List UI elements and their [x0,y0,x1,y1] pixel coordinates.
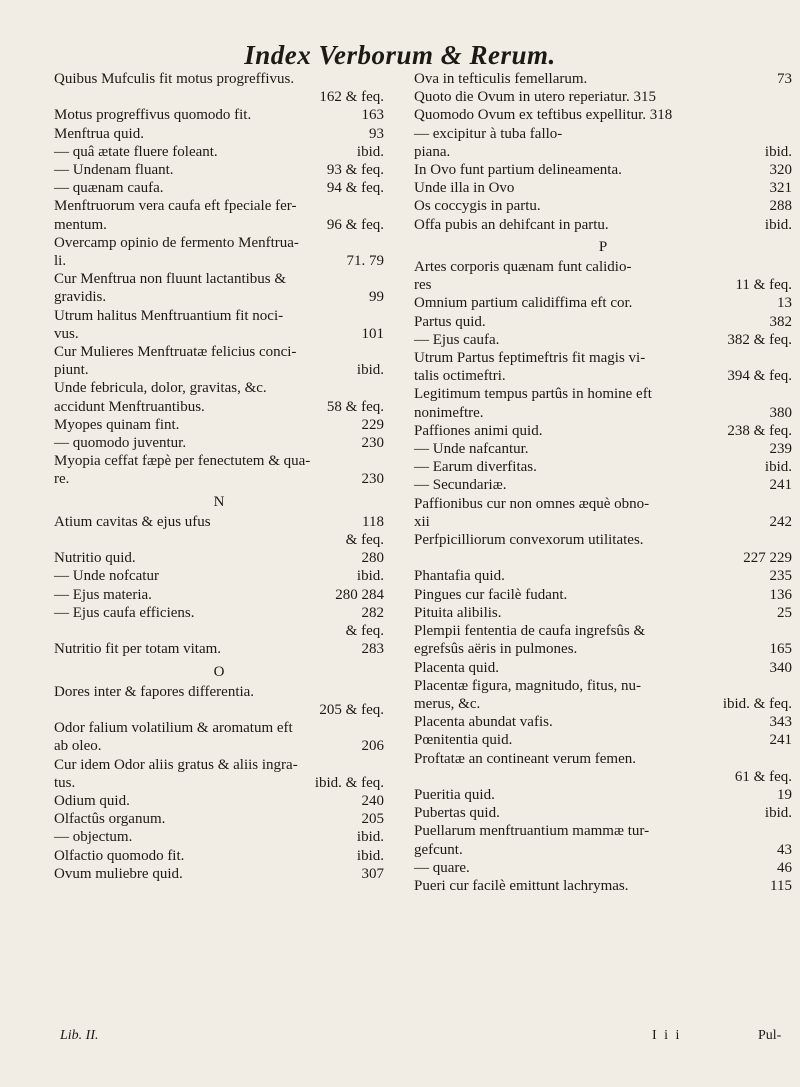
entry-text: Os coccygis in partu. [414,198,541,215]
entry-text: Utrum halitus Menftruantium fit noci- [54,307,284,324]
entry-text: Olfactûs organum. [54,811,166,828]
entry-text: — excipitur à tuba fallo- [414,125,563,142]
entry-text: Unde febricula, dolor, gravitas, &c. [54,380,267,397]
index-entry [54,737,384,755]
entry-text: Utrum Partus feptimeftris fit magis vi- [414,350,646,367]
index-entry [414,677,792,695]
index-entry [414,604,792,622]
index-entry [54,179,384,197]
entry-text: piunt. [54,362,89,379]
entry-page: 71. 79 [346,253,384,270]
index-entry [54,470,384,488]
entry-page: 230 [361,471,384,488]
entry-text: Placenta quid. [414,659,499,676]
index-entry [54,622,384,640]
index-entry [54,361,384,379]
index-entry [414,750,792,768]
entry-text: gravidis. [54,289,107,306]
index-entry [414,495,792,513]
index-entry [54,416,384,434]
entry-page: 162 & feq. [319,89,384,106]
entry-page: 239 [769,441,792,458]
page-title: Index Verborum & Rerum. [244,40,556,70]
index-entry [54,810,384,828]
index-entry [414,567,792,585]
entry-text: Ovum muliebre quid. [54,865,183,882]
entry-text: accidunt Menftruantibus. [54,398,205,415]
entry-text: Paffiones animi quid. [414,422,543,439]
entry-page: 240 [361,792,384,809]
index-entry [414,859,792,877]
entry-text: — quænam caufa. [54,180,164,197]
index-entry [54,683,384,701]
index-entry [414,276,792,294]
index-entry [54,531,384,549]
entry-text: Pueri cur facilè emittunt lachrymas. [414,877,629,894]
entry-text: Pueritia quid. [414,786,495,803]
index-entry [414,513,792,531]
entry-text: Partus quid. [414,313,486,330]
index-entry [414,422,792,440]
index-entry [54,792,384,810]
entry-text: Atium cavitas & ejus ufus [54,513,211,530]
entry-page: 165 [769,641,792,658]
index-entry [414,713,792,731]
entry-text: Unde illa in Ovo [414,180,515,197]
entry-text: Pingues cur facilè fudant. [414,586,568,603]
entry-text: Cur Mulieres Menftruatæ felicius conci- [54,344,297,361]
entry-page: 238 & feq. [727,422,792,439]
index-entry [414,197,792,215]
entry-page: & feq. [345,532,384,549]
index-entry [414,476,792,494]
index-entry [414,143,792,161]
entry-text: Offa pubis an dehifcant in partu. [414,216,609,233]
index-entry [414,88,792,106]
entry-page: 288 [769,198,792,215]
entry-text: — quâ ætate fluere foleant. [54,143,218,160]
index-entry [54,343,384,361]
entry-page: 25 [777,604,792,621]
section-letter: P [598,238,608,255]
entry-page: ibid. & feq. [314,774,384,791]
entry-page: & feq. [345,623,384,640]
entry-page: 96 & feq. [326,216,384,233]
entry-text: merus, &c. [414,695,481,712]
index-entry [414,70,792,88]
entry-text: ab oleo. [54,738,102,755]
entry-page: 280 284 [335,586,384,603]
entry-text: — objectum. [54,829,133,846]
index-entry [414,768,792,786]
entry-page: 320 [769,162,792,179]
left-column [54,70,384,883]
entry-page: 13 [777,295,792,312]
entry-text: talis octimeftri. [414,368,506,385]
entry-page: 118 [362,513,384,530]
entry-page: 19 [777,786,792,803]
entry-text: — Ejus caufa. [414,331,500,348]
entry-page: ibid. [764,459,792,476]
entry-page: 241 [769,732,792,749]
index-entry [54,756,384,774]
index-entry [54,216,384,234]
entry-text: Placentæ figura, magnitudo, fitus, nu- [414,677,642,694]
entry-text: — Undenam fluant. [54,162,174,179]
index-entry [54,125,384,143]
entry-text: egrefsûs aëris in pulmones. [414,641,578,658]
entry-page: ibid. [356,568,384,585]
entry-text: Nutritio fit per totam vitam. [54,641,222,658]
index-entry [414,440,792,458]
index-entry [54,161,384,179]
entry-text: — quare. [414,859,470,876]
index-entry [54,865,384,883]
entry-text: gefcunt. [414,841,463,858]
entry-page: 99 [369,289,384,306]
entry-page: 235 [769,568,792,585]
index-entry [414,313,792,331]
entry-page: 93 & feq. [326,162,384,179]
entry-text: — Ejus caufa efficiens. [54,604,195,621]
right-column [414,70,792,895]
index-entry [54,513,384,531]
index-entry [54,252,384,270]
entry-page: 101 [361,325,384,342]
entry-page: 205 & feq. [319,701,384,718]
entry-page: 283 [361,641,384,658]
entry-page: ibid. [764,805,792,822]
index-entry [414,349,792,367]
entry-page: 282 [361,604,384,621]
index-entry [54,307,384,325]
index-entry [414,458,792,476]
entry-page: 73 [777,71,792,87]
entry-text: Menftruorum vera caufa eft fpeciale fer- [54,198,297,215]
index-entry [54,106,384,124]
entry-page: 307 [361,865,384,882]
section-letter: O [213,663,225,680]
index-entry [54,604,384,622]
entry-page: 93 [369,125,384,142]
entry-text: Olfactio quomodo fit. [54,847,185,864]
entry-page: 206 [361,738,384,755]
signature-mark: I i i [652,1028,682,1043]
index-entry [54,379,384,397]
entry-text: — Secundariæ. [414,477,507,494]
index-entry [54,549,384,567]
entry-page: 61 & feq. [734,768,792,785]
entry-page: 11 & feq. [735,277,792,294]
entry-text: li. [54,253,67,270]
index-entry [414,531,792,549]
entry-page: ibid. [764,143,792,160]
index-entry [414,385,792,403]
entry-page: 321 [769,180,792,197]
entry-page: 241 [769,477,792,494]
entry-page: ibid. [356,847,384,864]
entry-page: 343 [769,714,792,731]
index-entry [54,847,384,865]
index-entry [414,877,792,895]
entry-text: Phantafia quid. [414,568,505,585]
index-entry [54,270,384,288]
index-entry [54,398,384,416]
index-entry [54,143,384,161]
entry-text: Pituita alibilis. [414,604,502,621]
index-entry [414,695,792,713]
entry-page: ibid. [356,829,384,846]
index-entry [54,452,384,470]
index-entry [414,841,792,859]
entry-page: 94 & feq. [326,180,384,197]
entry-text: — Unde nafcantur. [414,441,529,458]
entry-text: Overcamp opinio de fermento Menftrua- [54,234,299,251]
entry-text: Pœnitentia quid. [414,732,513,749]
entry-text: — Unde nofcatur [54,568,159,585]
index-entry [54,434,384,452]
entry-text: Motus progreffivus quomodo fit. [54,107,252,124]
entry-text: Plempii fententia de caufa ingrefsûs & [414,623,646,640]
entry-text: Proftatæ an contineant verum femen. [414,750,637,767]
index-entry [414,659,792,677]
index-entry [54,719,384,737]
entry-text: Puellarum menftruantium mammæ tur- [414,823,650,840]
entry-text: Menftrua quid. [54,125,144,142]
entry-text: mentum. [54,216,107,233]
index-entry [54,88,384,106]
entry-text: Artes corporis quænam funt calidio- [414,259,632,276]
entry-text: xii [414,513,430,530]
index-entry [414,404,792,422]
entry-text: Cur Menftrua non fluunt lactantibus & [54,271,287,288]
entry-text: — quomodo juventur. [54,435,187,452]
entry-text: Quoto die Ovum in utero reperiatur. 315 [414,89,657,106]
index-entry [414,822,792,840]
index-entry [414,258,792,276]
entry-page: 230 [361,435,384,452]
entry-page: 115 [770,877,792,894]
entry-page: 280 [361,550,384,567]
section-letter: N [213,493,225,510]
entry-page: 382 [769,313,792,330]
index-entry [414,549,792,567]
entry-text: re. [54,471,70,488]
index-entry [54,197,384,215]
entry-page: 382 & feq. [727,331,792,348]
entry-text: Dores inter & fapores differentia. [54,683,255,700]
entry-page: 46 [777,859,792,876]
entry-text: Paffionibus cur non omnes æquè obno- [414,495,650,512]
index-entry [414,804,792,822]
entry-text: Ova in tefticulis femellarum. [414,71,588,87]
entry-text: Placenta abundat vafis. [414,714,553,731]
index-entry [54,325,384,343]
index-entry [414,640,792,658]
entry-page: 136 [769,586,792,603]
entry-text: Myopia ceffat fæpè per fenectutem & qua- [54,453,311,470]
entry-page: ibid. [764,216,792,233]
entry-page: 43 [777,841,792,858]
index-entry [54,234,384,252]
entry-text: Myopes quinam fint. [54,416,180,433]
entry-page: 242 [769,513,792,530]
footer-volume: Lib. II. [60,1028,99,1043]
index-entry [414,216,792,234]
entry-text: In Ovo funt partium delineamenta. [414,162,622,179]
entry-text: Odium quid. [54,792,130,809]
entry-text: Quibus Mufculis fit motus progreffivus. [54,71,295,87]
index-entry [414,294,792,312]
entry-text: Legitimum tempus partûs in homine eft [414,386,652,403]
entry-page: 205 [361,811,384,828]
index-entry [54,774,384,792]
index-entry [54,701,384,719]
entry-text: Perfpicilliorum convexorum utilitates. [414,532,644,549]
entry-page: 380 [769,404,792,421]
entry-text: tus. [54,774,76,791]
entry-text: Nutritio quid. [54,550,136,567]
entry-text: piana. [414,143,451,160]
index-entry [414,367,792,385]
entry-text: Cur idem Odor aliis gratus & aliis ingra- [54,756,298,773]
index-entry [414,161,792,179]
index-entry [414,786,792,804]
entry-text: — Ejus materia. [54,586,152,603]
index-entry [414,106,792,124]
entry-text: Pubertas quid. [414,805,500,822]
index-entry [54,288,384,306]
index-entry [414,731,792,749]
entry-text: nonimeftre. [414,404,484,421]
entry-page: ibid. [356,362,384,379]
entry-page: 227 229 [743,550,792,567]
entry-text: Odor falium volatilium & aromatum eft [54,720,293,737]
entry-page: 340 [769,659,792,676]
entry-text: Quomodo Ovum ex teftibus expellitur. 318 [414,107,673,124]
index-entry [414,586,792,604]
entry-text: — Earum diverfitas. [414,459,537,476]
entry-page: 229 [361,416,384,433]
catchword: Pul- [758,1028,782,1043]
index-entry [414,622,792,640]
index-entry [414,179,792,197]
index-entry [414,331,792,349]
index-entry [54,567,384,585]
entry-page: ibid. & feq. [722,695,792,712]
entry-page: 163 [361,107,384,124]
index-entry [54,70,384,88]
entry-text: Omnium partium calidiffima eft cor. [414,295,633,312]
index-entry [54,640,384,658]
entry-text: res [414,277,432,294]
index-entry [414,125,792,143]
index-entry [54,828,384,846]
entry-page: ibid. [356,143,384,160]
index-entry [54,586,384,604]
entry-text: vus. [54,325,79,342]
entry-page: 394 & feq. [727,368,792,385]
entry-page: 58 & feq. [326,398,384,415]
